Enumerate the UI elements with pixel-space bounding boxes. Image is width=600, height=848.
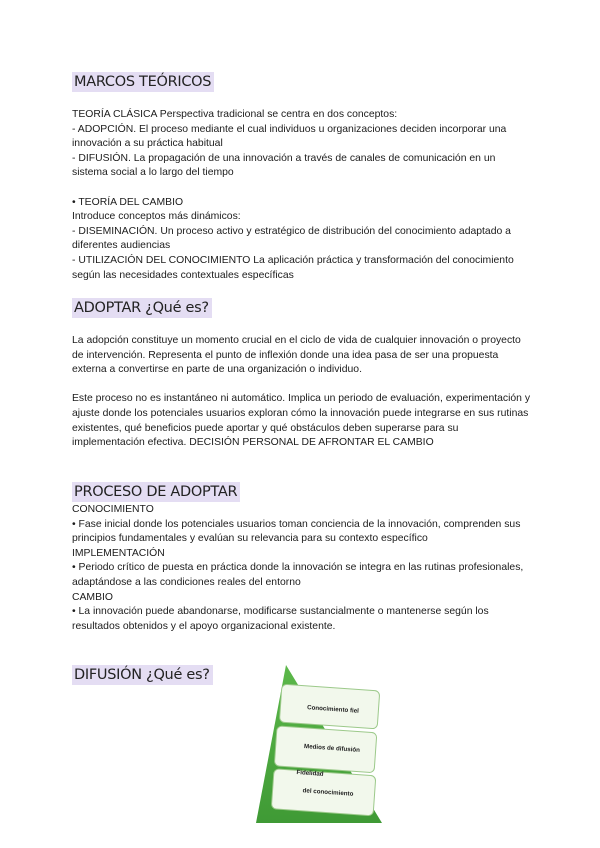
text-line: - ADOPCIÓN. El proceso mediante el cual individuos u organizaciones deciden incorporar una innovación a su práctica habitual (72, 123, 507, 150)
section-heading-difusion: DIFUSIÓN ¿Qué es? (72, 665, 213, 685)
text-line: Introduce conceptos más dinámicos: (72, 211, 241, 223)
paragraph: La adopción constituye un momento crucial en el ciclo de vida de cualquier innovación o proyecto de intervención. Representa el punto de inflexión donde una idea pasa de ser una propuesta externa a convertirse en parte de una organización o individuo. (72, 335, 521, 376)
proceso-body (72, 503, 532, 634)
stage-text: • Periodo crítico de puesta en práctica donde la innovación se integra en las rutinas profesionales, adaptándose a las condiciones reales del entorno (72, 562, 524, 588)
adoptar-body (72, 334, 532, 451)
stage-text: • La innovación puede abandonarse, modificarse sustancialmente o mantenerse según los resultados obtenidos y el apoyo organizacional existente. (72, 606, 489, 632)
stage-name: CONOCIMIENTO (72, 504, 154, 515)
stage-name: CAMBIO (72, 591, 113, 603)
pyramid-label-middle: Medios de difusión (303, 743, 361, 754)
pyramid-label-bottom-1: Fidelidad (296, 769, 324, 778)
paragraph: Este proceso no es instantáneo ni automático. Implica un periodo de evaluación, experimentación y ajuste donde los potenciales usuarios exploran cómo la innovación puede integrarse en sus rutinas existentes, qué beneficios puede aportar y qué obstáculos deben superarse para su implementación efectiva. DECISIÓN PERSONAL DE AFRONTAR EL CAMBIO (72, 393, 531, 449)
section-heading-marcos: MARCOS TEÓRICOS (72, 72, 214, 92)
pyramid-label-bottom-2: del conocimiento (302, 787, 354, 798)
stage-text: • Fase inicial donde los potenciales usuarios toman conciencia de la innovación, comprenden sus principios fundamentales y evalúan su relevancia para su contexto específico (72, 518, 521, 545)
marcos-body (72, 108, 532, 283)
stage-name: IMPLEMENTACIÓN (72, 547, 165, 559)
text-line: - DIFUSIÓN. La propagación de una innovación a través de canales de comunicación en un sistema social a lo largo del tiempo (72, 152, 496, 179)
text-line: • TEORÍA DEL CAMBIO (72, 196, 184, 208)
section-heading-adoptar: ADOPTAR ¿Qué es? (72, 298, 212, 318)
text-line: - DISEMINACIÓN. Un proceso activo y estratégico de distribución del conocimiento adaptado a diferentes audiencias (72, 225, 511, 252)
text-line: TEORÍA CLÁSICA Perspectiva tradicional se centra en dos conceptos: (72, 109, 398, 120)
text-line: - UTILIZACIÓN DEL CONOCIMIENTO La aplicación práctica y transformación del conocimiento según las necesidades contextuales específicas (72, 254, 514, 281)
pyramid-label-top: Conocimiento fiel (306, 704, 360, 715)
section-heading-proceso: PROCESO DE ADOPTAR (72, 482, 240, 502)
